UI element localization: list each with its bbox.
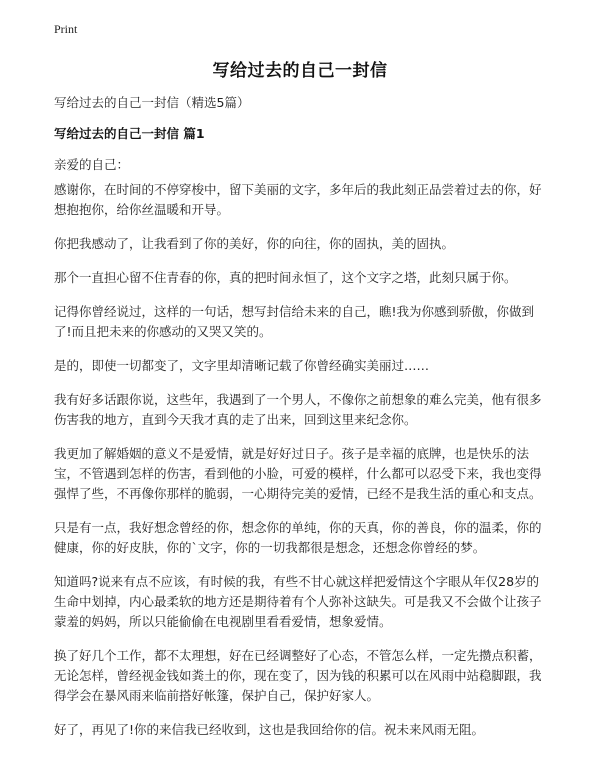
paragraph: 我有好多话跟你说，这些年，我遇到了一个男人，不像你之前想象的难么完美，他有很多伤害我的地方，直到今天我才真的走了出来，回到这里来纪念你。	[54, 392, 542, 427]
paragraph: 我更加了解婚姻的意义不是爱情，就是好好过日子。孩子是幸福的底牌，也是快乐的法宝，不管遇到怎样的伤害，看到他的小脸，可爱的模样，什么都可以忍受下来，我也变得强悍了些，不再像你那样的脆弱，一心期待完美的爱情，已经不是我生活的重心和支点。	[54, 446, 542, 501]
letter-body	[54, 180, 550, 754]
paragraph: 你把我感动了，让我看到了你的美好，你的向往，你的固执，美的固执。	[54, 236, 455, 251]
letter-greeting: 亲爱的自己：	[54, 157, 130, 172]
paragraph: 那个一直担心留不住青春的你，真的把时间永恒了，这个文字之塔，此刻只属于你。	[54, 270, 517, 285]
print-label[interactable]: Print	[54, 22, 78, 36]
paragraph: 换了好几个工作，都不太理想，好在已经调整好了心态，不管怎么样，一定先攒点积蓄，无论怎样，曾经视金钱如粪土的你，现在变了，因为钱的积累可以在风雨中站稳脚跟，我得学会在暴风雨来临前搭好帐篷，保护自己，保护好家人。	[54, 648, 542, 703]
document-title: 写给过去的自己一封信	[212, 61, 388, 81]
document-subtitle: 写给过去的自己一封信（精选5篇）	[54, 95, 250, 110]
paragraph: 只是有一点，我好想念曾经的你，想念你的单纯，你的天真，你的善良，你的温柔，你的健康，你的好皮肤，你的`文字，你的一切我都很是想念，还想念你曾经的梦。	[54, 520, 542, 555]
paragraph: 感谢你，在时间的不停穿梭中，留下美丽的文字，多年后的我此刻正品尝着过去的你，好想抱抱你，给你丝温暖和开导。	[54, 182, 542, 217]
section-heading: 写给过去的自己一封信 篇1	[54, 126, 205, 141]
paragraph: 记得你曾经说过，这样的一句话，想写封信给未来的自己，瞧!我为你感到骄傲，你做到了!而且把未来的你感动的又哭又笑的。	[54, 304, 535, 339]
paragraph: 是的，即使一切都变了，文字里却清晰记载了你曾经确实美丽过……	[54, 358, 430, 373]
paragraph: 好了，再见了!你的来信我已经收到，这也是我回给你的信。祝未来风雨无阻。	[54, 722, 485, 737]
paragraph: 知道吗?说来有点不应该，有时候的我，有些不甘心就这样把爱情这个字眼从年仅28岁的生命中划掉，内心最柔软的地方还是期待着有个人弥补这缺失。可是我又不会做个让孩子蒙羞的妈妈，所以只能偷偷在电视剧里看看爱情，想象爱情。	[54, 574, 542, 629]
